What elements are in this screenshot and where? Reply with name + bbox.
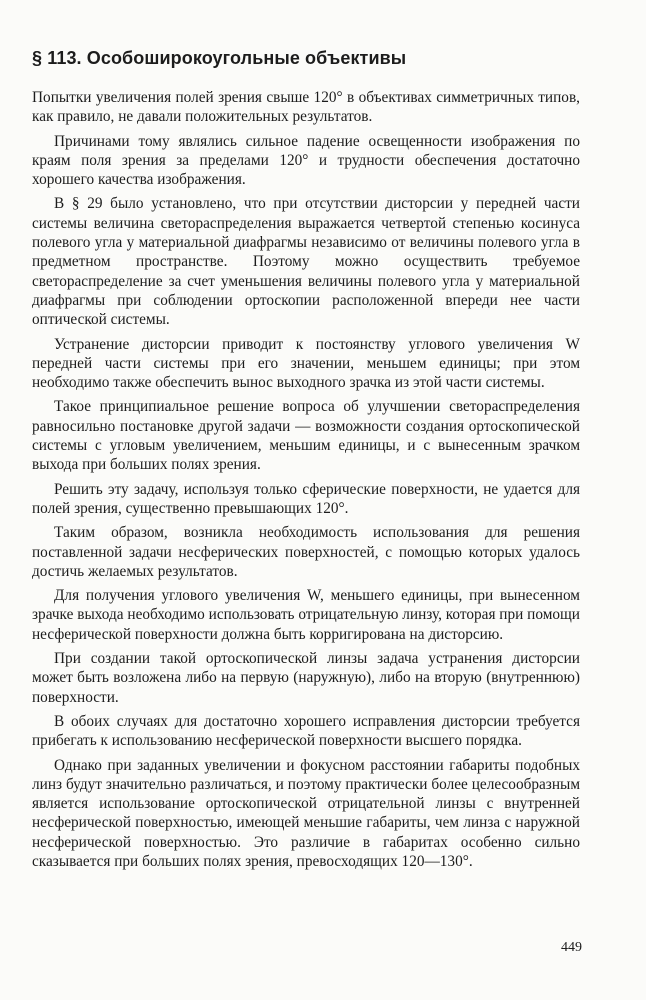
paragraph: В обоих случаях для достаточно хорошего исправления дисторсии требуется прибегать к использованию несферической поверхности высшего порядка. [32, 712, 580, 750]
paragraph: Такое принципиальное решение вопроса об улучшении светораспределения равносильно постановке другой задачи — возможности создания ортоскопической системы с угловым увеличением, меньшим единицы, и с вынесенным зрачком выхода при больших полях зрения. [32, 398, 580, 474]
paragraph: Причинами тому являлись сильное падение освещенности изображения по краям поля зрения за пределами 120° и трудности обеспечения достаточно хорошего качества изображения. [32, 132, 580, 189]
paragraph: Попытки увеличения полей зрения свыше 120° в объективах симметричных типов, как правило, не давали положительных результатов. [32, 89, 580, 126]
page-number: 449 [561, 940, 582, 955]
paragraph: В § 29 было установлено, что при отсутствии дисторсии у передней части системы величина светораспределения выражается четвертой степенью косинуса полевого угла у материальной диафрагмы независимо от величины полевого угла в предметном пространстве. Поэтому можно осуществить требуемое светораспределение за счет уменьшения величины полевого угла у материальной диафрагмы при соблюдении ортоскопии расположенной впереди нее части оптической системы. [32, 195, 580, 329]
paragraph: Однако при заданных увеличении и фокусном расстоянии габариты подобных линз будут значительно различаться, и поэтому практически более целесообразным является использование ортоскопической отрицательной линзы с внутренней несферической поверхностью, имеющей меньшие габариты, чем линза с наружной несферической поверхностью. Это различие в габаритах особенно сильно сказывается при больших полях зрения, превосходящих 120—130°. [32, 756, 580, 870]
paragraph: Для получения углового увеличения W, меньшего единицы, при вынесенном зрачке выхода необходимо использовать отрицательную линзу, которая при помощи несферической поверхности должна быть корригирована на дисторсию. [32, 587, 580, 643]
paragraph: Решить эту задачу, используя только сферические поверхности, не удается для полей зрения, существенно превышающих 120°. [32, 480, 580, 517]
paragraph: Таким образом, возникла необходимость использования для решения поставленной задачи несферических поверхностей, с помощью которых удалось достичь желаемых результатов. [32, 524, 580, 580]
body-text [32, 88, 580, 876]
paragraph: При создании такой ортоскопической линзы задача устранения дисторсии может быть возложена либо на первую (наружную), либо на вторую (внутреннюю) поверхности. [32, 650, 580, 706]
paragraph: Устранение дисторсии приводит к постоянству углового увеличения W передней части системы при его значении, меньшем единицы; при этом необходимо также обеспечить вынос выходного зрачка из этой части системы. [32, 335, 580, 392]
section-heading: § 113. Особоширокоугольные объективы [32, 48, 407, 68]
